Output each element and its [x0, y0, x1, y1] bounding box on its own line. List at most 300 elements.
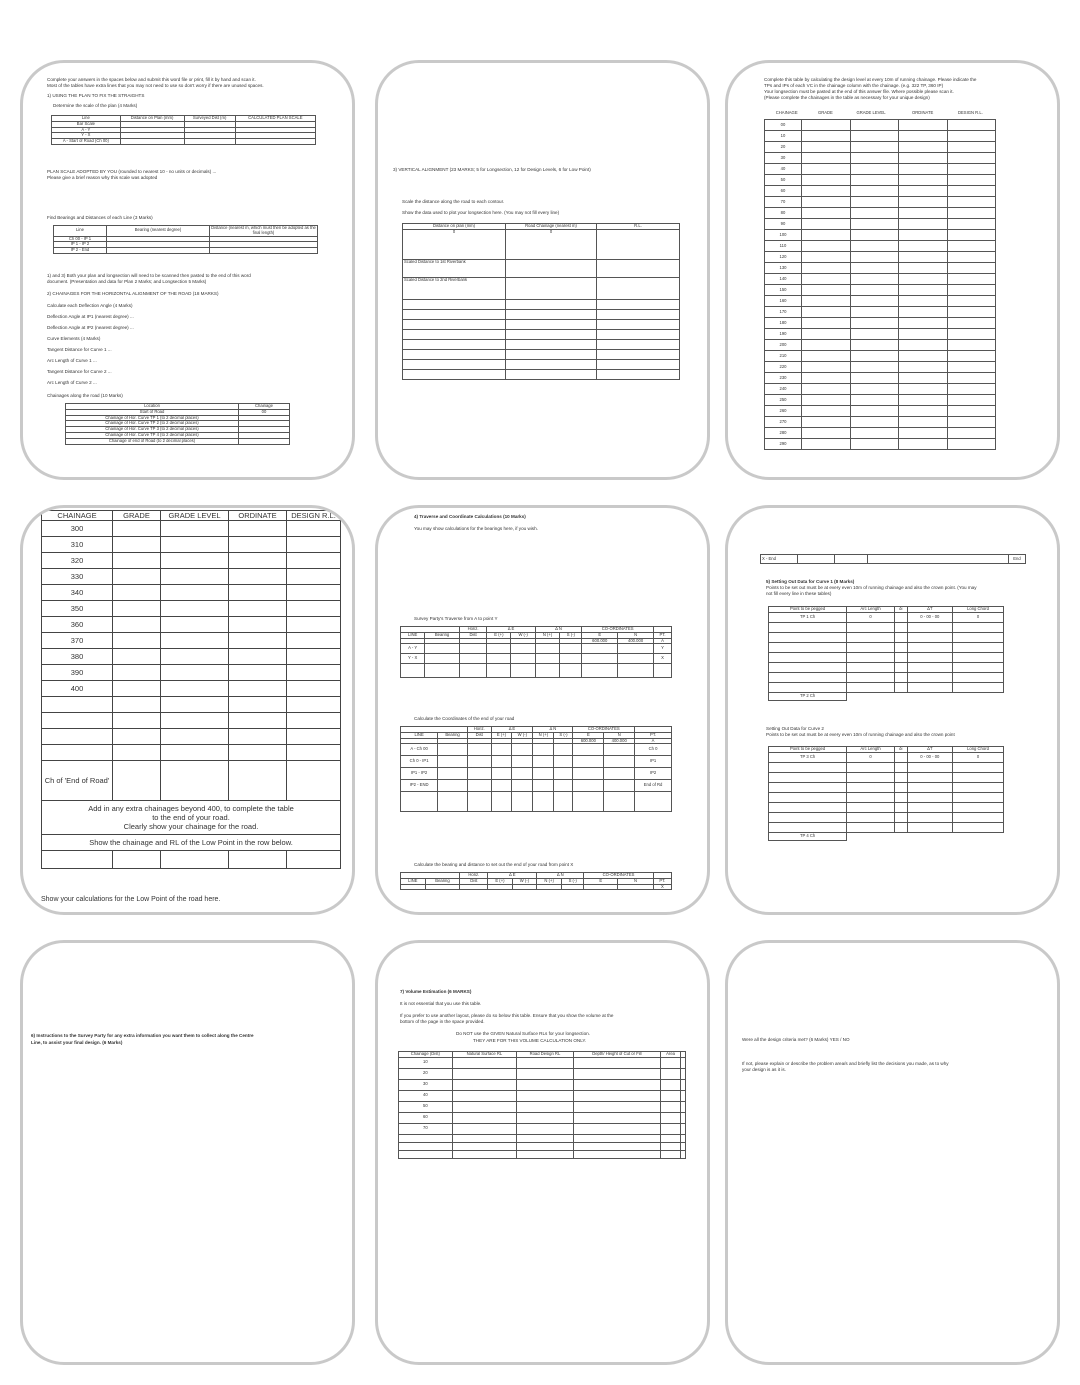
table-cell [850, 164, 899, 175]
instruction-line: Scale the distance along the road to each contour. [402, 199, 505, 204]
table-row [765, 428, 996, 439]
table-cell: Natural Surface RL [452, 1052, 517, 1058]
table-cell [899, 120, 948, 131]
table-cell: LINE [401, 878, 426, 884]
table-cell [802, 384, 851, 395]
table-cell [899, 164, 948, 175]
table-cell [488, 884, 512, 890]
table-row [769, 652, 1004, 662]
table-cell [850, 175, 899, 186]
table-cell [517, 1068, 573, 1079]
table-cell [229, 633, 287, 649]
table-cell [802, 175, 851, 186]
curve-2-table [768, 746, 1004, 841]
intro-line-1: Complete your answers in the spaces below and submit this word file or print, fill it by hand and scan it. [47, 77, 256, 82]
table-cell [680, 1142, 685, 1150]
reason-line: Please give a brief reason why this scale was adopted [47, 175, 158, 180]
note-line-1: 1) and 3) Both your plan and longsection will need to be scanned then pasted to the end of this word [47, 273, 251, 278]
table-cell [907, 762, 952, 772]
table-cell: Chainage of Hor. Curve TP 2 (to 2 decimal places) [66, 421, 239, 427]
table-cell [947, 175, 996, 186]
table-cell [802, 131, 851, 142]
table-row [769, 632, 1004, 642]
table-row [765, 362, 996, 373]
table-cell: CO-ORDINATES [582, 627, 654, 633]
table-cell [517, 1150, 573, 1158]
table-cell [907, 672, 952, 682]
table-row [42, 697, 341, 713]
table-cell [287, 713, 341, 729]
table-cell [802, 439, 851, 450]
table-cell [802, 142, 851, 153]
table-cell [894, 652, 907, 662]
table-cell [680, 1134, 685, 1142]
table-row [765, 384, 996, 395]
table-cell [452, 1142, 517, 1150]
table-cell [947, 120, 996, 131]
table-cell [947, 329, 996, 340]
table-row [765, 296, 996, 307]
table-cell: End [1009, 555, 1026, 564]
table-cell [680, 1101, 685, 1112]
table-cell: Ch 0 - IP1 [401, 756, 438, 768]
table-cell: 250 [765, 395, 802, 406]
table-cell [229, 681, 287, 697]
table-cell [847, 632, 895, 642]
table-cell [907, 682, 952, 692]
table-cell [452, 1057, 517, 1068]
table-cell [769, 802, 847, 812]
table-cell [491, 768, 512, 780]
table-cell [573, 1123, 661, 1134]
x-end-table [760, 554, 1026, 564]
table-cell [802, 406, 851, 417]
table-cell: 70 [399, 1123, 453, 1134]
table-cell: Bearing [425, 878, 460, 884]
table-row [765, 417, 996, 428]
table-row [399, 1090, 686, 1101]
table-cell [850, 373, 899, 384]
table-cell [802, 241, 851, 252]
table-cell: 00 [765, 120, 802, 131]
table-cell: Chainage (Dist) [399, 1052, 453, 1058]
setout-table [400, 872, 672, 890]
table-row [42, 617, 341, 633]
table-cell [952, 642, 1003, 652]
table-cell: S (-) [562, 878, 584, 884]
instruction-line: It is not essential that you use this table. [400, 1001, 482, 1006]
table-cell [573, 1142, 661, 1150]
table-cell [661, 1123, 681, 1134]
table-cell [113, 617, 161, 633]
table-cell [573, 756, 604, 768]
table-cell [907, 652, 952, 662]
table-row [401, 644, 672, 654]
table-cell [562, 884, 584, 890]
table-header: ORDINATE [229, 511, 287, 521]
table-cell [802, 263, 851, 274]
table-cell [161, 697, 229, 713]
table-cell [535, 654, 560, 664]
table-cell: 230 [765, 373, 802, 384]
table-cell [618, 664, 654, 678]
list-item: Arc Length of Curve 2 ... [47, 380, 97, 385]
table-cell: N (+) [535, 632, 560, 638]
table-row [765, 131, 996, 142]
table-cell [850, 439, 899, 450]
page-1-card [20, 60, 355, 480]
table-cell [42, 697, 113, 713]
table-row [401, 654, 672, 664]
coordinates-table [400, 726, 672, 812]
chainage-table [65, 403, 290, 445]
table-row [401, 792, 672, 812]
table-cell [517, 1057, 573, 1068]
table-row [42, 745, 341, 761]
traverse-title: Survey Party's Traverse from A to point Y [414, 616, 498, 621]
table-cell [847, 772, 895, 782]
table-cell [847, 762, 895, 772]
table-cell [287, 665, 341, 681]
table-cell [952, 812, 1003, 822]
table-cell [847, 682, 895, 692]
table-cell [907, 822, 952, 832]
table-cell [512, 768, 533, 780]
table-cell [769, 812, 847, 822]
table-cell [769, 682, 847, 692]
table-cell [680, 1090, 685, 1101]
table-cell [459, 654, 487, 664]
table-cell [947, 395, 996, 406]
table-row [42, 761, 341, 801]
table-cell [802, 373, 851, 384]
table-cell [533, 756, 554, 768]
table-cell [899, 417, 948, 428]
table-cell [894, 822, 907, 832]
table-cell: Ch 0 [635, 744, 672, 756]
table-cell [850, 406, 899, 417]
table-cell [287, 553, 341, 569]
table-cell: Start of Road [66, 409, 239, 415]
table-cell [947, 230, 996, 241]
list-item: Deflection Angle at IP1 (nearest degree) ... [47, 314, 134, 319]
table-cell: N (+) [533, 732, 554, 738]
table-cell [582, 664, 618, 678]
table-header: Chainage [239, 404, 290, 410]
table-cell [899, 263, 948, 274]
table-cell [894, 772, 907, 782]
table-row [765, 230, 996, 241]
note-line-2: document. (Presentation and data for Plan 2 Marks; and Longsection 5 Marks) [47, 279, 207, 284]
table-row [42, 649, 341, 665]
table-row [765, 340, 996, 351]
table-cell: 0 [952, 752, 1003, 762]
table-header: Distance on Plan (mm) [120, 116, 184, 122]
table-cell [229, 553, 287, 569]
table-cell [604, 768, 635, 780]
table-cell: Δ N [535, 627, 582, 633]
table-row [399, 1068, 686, 1079]
table-cell: PT. [635, 732, 672, 738]
table-cell [438, 756, 468, 768]
table-cell: Δ E [488, 873, 537, 879]
table-row [765, 395, 996, 406]
table-header: Surveyed Dist (m) [184, 116, 235, 122]
table-cell [952, 632, 1003, 642]
table-cell [460, 884, 488, 890]
table-row [42, 537, 341, 553]
table-cell [512, 756, 533, 768]
curve-1-table [768, 606, 1004, 701]
table-cell [161, 649, 229, 665]
table-cell [850, 417, 899, 428]
table-row [769, 612, 1004, 622]
table-cell: Δ E [487, 627, 535, 633]
table-cell [161, 617, 229, 633]
table-cell [618, 654, 654, 664]
table-cell [802, 230, 851, 241]
table-row [401, 768, 672, 780]
table-cell [229, 729, 287, 745]
design-level-table [764, 111, 996, 116]
table-cell [947, 307, 996, 318]
table-cell [847, 822, 895, 832]
table-cell: N (+) [537, 878, 562, 884]
table-cell [899, 428, 948, 439]
table-row [769, 642, 1004, 652]
table-cell: End of Rd [635, 780, 672, 792]
table-cell [899, 373, 948, 384]
table-cell [952, 802, 1003, 812]
table-cell: S (-) [560, 632, 582, 638]
explain-line-2: your design is as it is. [742, 1067, 786, 1072]
table-cell [113, 633, 161, 649]
table-cell: W (-) [512, 878, 537, 884]
table-cell: Arc Length [847, 747, 895, 753]
table-cell [907, 812, 952, 822]
instruction-line: not fill every line in these tables) [766, 591, 832, 596]
table-cell [947, 241, 996, 252]
table-cell: IP2 - END [401, 780, 438, 792]
table-cell [847, 832, 895, 840]
table-cell [452, 1134, 517, 1142]
table-cell [113, 761, 161, 801]
table-cell [467, 792, 491, 812]
table-cell [802, 428, 851, 439]
table-cell: 20 [765, 142, 802, 153]
table-cell [850, 186, 899, 197]
table-row [399, 1101, 686, 1112]
adopted-scale-line: PLAN SCALE ADOPTED BY YOU (rounded to nearest 10 - no units or decimals) ... [47, 169, 217, 174]
table-cell [680, 1112, 685, 1123]
table-cell: 10 [399, 1057, 453, 1068]
table-cell [802, 186, 851, 197]
table-cell [847, 692, 895, 700]
longsection-table [402, 223, 680, 380]
table-row [765, 439, 996, 450]
table-cell [907, 832, 952, 840]
table-cell [113, 537, 161, 553]
table-cell: Area [661, 1052, 681, 1058]
table-cell [517, 1090, 573, 1101]
table-row [42, 553, 341, 569]
table-cell [452, 1123, 517, 1134]
table-cell: 270 [765, 417, 802, 428]
table-cell [287, 697, 341, 713]
table-cell: 330 [42, 569, 113, 585]
table-header: Road Chainage (nearest m) [506, 224, 597, 230]
table-row [765, 142, 996, 153]
table-cell: Road Design RL [517, 1052, 573, 1058]
table-cell [850, 318, 899, 329]
table-cell: PT. [654, 632, 672, 638]
table-cell [947, 252, 996, 263]
table-cell [438, 792, 468, 812]
table-cell [573, 1068, 661, 1079]
table-cell: 300 [42, 521, 113, 537]
table-cell [907, 632, 952, 642]
instruction-line: Show the data used to plot your longsection here. (You may not fill every line) [402, 210, 560, 215]
table-cell: PT. [653, 878, 671, 884]
table-cell: IP2 [635, 768, 672, 780]
table-cell: Bar Scale [52, 121, 121, 127]
table-cell [850, 241, 899, 252]
table-cell: 150 [765, 285, 802, 296]
page-7-card [20, 940, 355, 1365]
table-cell: A - Ch 00 [401, 744, 438, 756]
table-cell [899, 219, 948, 230]
note-line: Add in any extra chainages beyond 400, to complete the table [88, 804, 294, 813]
table-cell [952, 782, 1003, 792]
table-cell: 340 [42, 585, 113, 601]
section-5-heading: 5) Setting Out Data for Curve 1 (8 Marks) [766, 579, 855, 584]
table-row [399, 1150, 686, 1158]
table-cell: 140 [765, 274, 802, 285]
table-cell [661, 1101, 681, 1112]
table-cell: Horiz. [459, 627, 487, 633]
table-cell: W (-) [511, 632, 535, 638]
table-cell [113, 745, 161, 761]
table-cell [487, 664, 511, 678]
table-cell [894, 662, 907, 672]
instruction-line: Do NOT use the GIVEN Natural Surface RLs for your longsection. [456, 1031, 590, 1036]
table-cell: Bearing [438, 732, 468, 738]
table-cell [894, 832, 907, 840]
section-3-heading: 3) VERTICAL ALIGNMENT (23 MARKS; 5 for Longsection, 12 for Design Levels, 6 for Low Point) [393, 167, 591, 172]
table-cell: LINE [401, 632, 425, 638]
table-cell [952, 832, 1003, 840]
table-cell [491, 792, 512, 812]
table-cell [907, 772, 952, 782]
table-cell [42, 745, 113, 761]
table-cell [952, 772, 1003, 782]
table-cell [947, 142, 996, 153]
table-cell [847, 802, 895, 812]
table-cell [573, 1134, 661, 1142]
table-cell [287, 601, 341, 617]
table-cell: Scaled Distance to 2nd Riverbank [403, 277, 506, 299]
table-cell [452, 1090, 517, 1101]
table-cell [899, 329, 948, 340]
table-cell [517, 1079, 573, 1090]
table-row [42, 729, 341, 745]
table-row [399, 1079, 686, 1090]
table-row [401, 744, 672, 756]
criteria-question: Were all the design criteria met? (6 Marks) YES / NO [742, 1037, 850, 1042]
table-cell [952, 762, 1003, 772]
table-cell [907, 792, 952, 802]
page-8-card [375, 940, 710, 1365]
table-cell: 600.000 [582, 638, 618, 644]
table-cell: IP 2 - End [54, 248, 107, 254]
table-cell [161, 569, 229, 585]
table-cell [769, 792, 847, 802]
table-cell: N [604, 732, 635, 738]
table-row [769, 792, 1004, 802]
table-cell [947, 131, 996, 142]
table-cell [907, 692, 952, 700]
table-cell [161, 553, 229, 569]
table-cell: X [654, 654, 672, 664]
table-cell: 80 [765, 208, 802, 219]
table-cell [899, 252, 948, 263]
table-cell: 220 [765, 362, 802, 373]
table-cell: Y - X [401, 654, 425, 664]
table-row [769, 622, 1004, 632]
table-cell: A - Start of Road (Ch 00) [52, 139, 121, 145]
table-cell: ΔT [907, 607, 952, 613]
table-cell [899, 307, 948, 318]
table-row [401, 756, 672, 768]
table-cell [947, 274, 996, 285]
page-5-card [375, 505, 710, 915]
instruction-line: bottom of the page in the space provided. [400, 1019, 485, 1024]
table-cell: Point to be pegged [769, 607, 847, 613]
list-item: Calculate each Deflection Angle (4 Marks) [47, 303, 133, 308]
table-cell [894, 622, 907, 632]
table-cell: 240 [765, 384, 802, 395]
table-cell: Y [654, 644, 672, 654]
table-cell: Ch 00 - IP 1 [54, 236, 107, 242]
page-2-card [375, 60, 710, 480]
table-row [765, 219, 996, 230]
table-cell [560, 654, 582, 664]
table-cell: 210 [765, 351, 802, 362]
table-row [42, 601, 341, 617]
instruction-line: Your longsection must be pasted at the end of this answer file. Where possible please scan it. [764, 89, 954, 94]
table-cell [802, 219, 851, 230]
table-cell [899, 208, 948, 219]
table-cell [680, 1068, 685, 1079]
table-cell [899, 197, 948, 208]
table-cell [467, 744, 491, 756]
table-cell [512, 780, 533, 792]
table-cell [401, 884, 426, 890]
table-cell [847, 642, 895, 652]
table-row [765, 351, 996, 362]
table-cell [899, 274, 948, 285]
table-row [769, 752, 1004, 762]
table-cell [113, 569, 161, 585]
table-cell [287, 681, 341, 697]
table-cell [573, 792, 604, 812]
table-cell [425, 654, 459, 664]
table-cell [850, 230, 899, 241]
table-cell: A [654, 638, 672, 644]
table-cell: 130 [765, 263, 802, 274]
table-cell [582, 644, 618, 654]
table-cell [113, 649, 161, 665]
